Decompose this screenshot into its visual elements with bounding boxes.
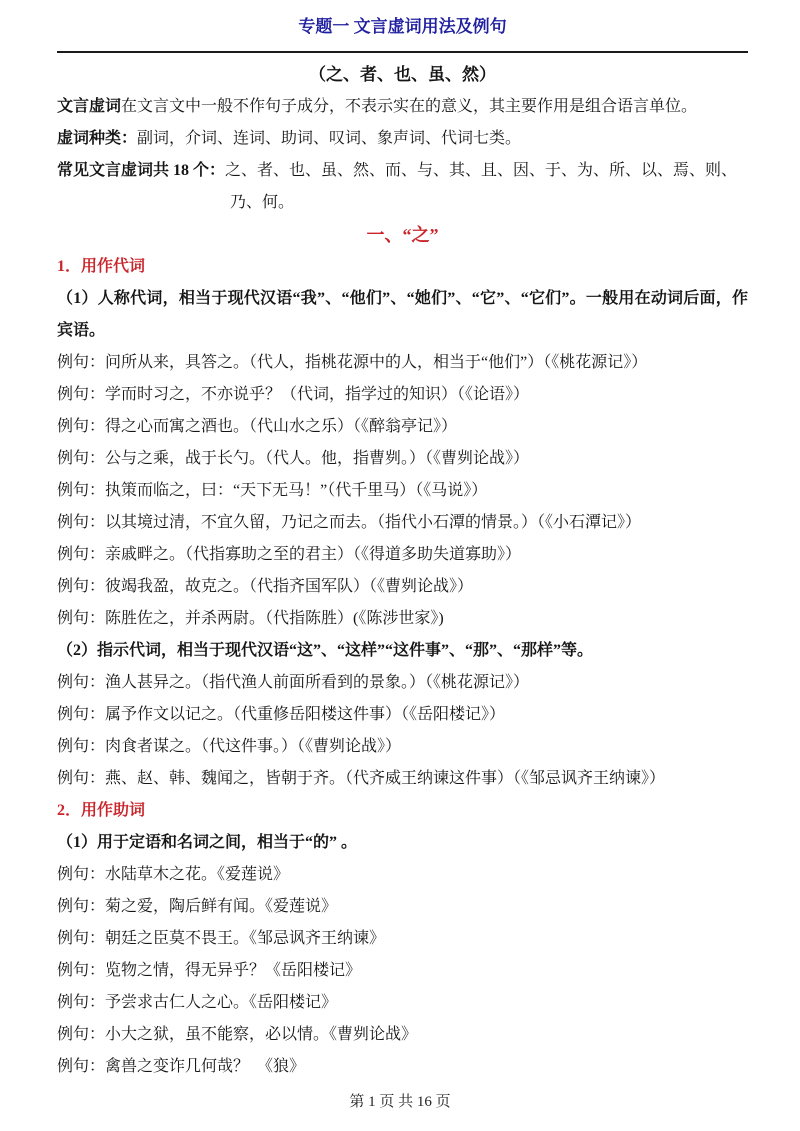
intro-common-words-label: 常见文言虚词共 18 个：: [57, 162, 226, 179]
intro-definition-term: 文言虚词: [57, 98, 122, 115]
intro-categories-rest: 副词，介词、连词、助词、叹词、象声词、代词七类。: [137, 130, 522, 147]
usage1-sub2-heading: （2）指示代词，相当于现代汉语“这”、“这样”“这件事”、“那”、“那样”等。: [57, 642, 594, 659]
doc-subtitle: （之、者、也、虽、然）: [309, 65, 496, 84]
example-line: 例句：肉食者谋之。（代这件事。）（《曹刿论战》）: [57, 738, 402, 755]
example-line: 例句：菊之爱，陶后鲜有闻。《爱莲说》: [57, 898, 338, 915]
example-line: 例句：亲戚畔之。（代指寡助之至的君主）（《得道多助失道寡助》）: [57, 546, 522, 563]
intro-common-words-list: 之、者、也、虽、然、而、与、其、且、因、于、为、所、以、焉、则、: [225, 162, 738, 179]
intro-common-words: [57, 155, 748, 187]
usage1-sub1-heading: （1）人称代词，相当于现代汉语“我”、“他们”、“她们”、“它”、“它们”。一般用在动词后面，作宾语。: [57, 290, 748, 339]
example-line: 例句：小大之狱，虽不能察，必以情。《曹刿论战》: [57, 1026, 418, 1043]
example-line: 例句：渔人甚异之。（指代渔人前面所看到的景象。）（《桃花源记》）: [57, 674, 530, 691]
example-line: 例句：学而时习之，不亦说乎？（代词，指学过的知识）（《论语》）: [57, 386, 530, 403]
example-line: 例句：以其境过清，不宜久留，乃记之而去。（指代小石潭的情景。）（《小石潭记》）: [57, 514, 642, 531]
intro-categories: [57, 123, 748, 155]
example-line: 例句：执策而临之，曰：“天下无马！”（代千里马）（《马说》）: [57, 482, 488, 499]
intro-definition-rest: 在文言文中一般不作句子成分，不表示实在的意义，其主要作用是组合语言单位。: [121, 98, 698, 115]
intro-definition: [57, 91, 748, 123]
intro-categories-label: 虚词种类：: [57, 130, 138, 147]
example-line: 例句：燕、赵、韩、魏闻之，皆朝于齐。（代齐威王纳谏这件事）（《邹忌讽齐王纳谏》）: [57, 770, 666, 787]
example-line: 例句：予尝求古仁人之心。《岳阳楼记》: [57, 994, 338, 1011]
example-line: 例句：属予作文以记之。（代重修岳阳楼这件事）（《岳阳楼记》）: [57, 706, 506, 723]
example-line: 例句：彼竭我盈，故克之。（代指齐国军队）（《曹刿论战》）: [57, 578, 474, 595]
usage1-heading: 1．用作代词: [57, 258, 146, 275]
usage2-sub1-heading: （1）用于定语和名词之间，相当于“的” 。: [57, 834, 358, 851]
doc-title: 专题一 文言虚词用法及例句: [298, 17, 507, 36]
example-line: 例句：公与之乘，战于长勺。（代人。他，指曹刿。）（《曹刿论战》）: [57, 450, 530, 467]
example-line: 例句：陈胜佐之，并杀两尉。（代指陈胜）(《陈涉世家》): [57, 610, 444, 627]
intro-common-words-continued: 乃、何。: [230, 194, 295, 211]
example-line: 例句：水陆草木之花。《爱莲说》: [57, 866, 290, 883]
usage2-heading: 2．用作助词: [57, 802, 146, 819]
example-line: 例句：禽兽之变诈几何哉？ 《狼》: [57, 1058, 306, 1075]
section-heading-zhi: 一、“之”: [366, 225, 439, 245]
example-line: 例句：问所从来，具答之。（代人，指桃花源中的人，相当于“他们”）（《桃花源记》）: [57, 354, 648, 371]
page-footer: 第 1 页 共 16 页: [349, 1094, 451, 1110]
header-divider: [57, 51, 748, 53]
example-line: 例句：朝廷之臣莫不畏王。《邹忌讽齐王纳谏》: [57, 930, 386, 947]
example-line: 例句：得之心而寓之酒也。（代山水之乐）（《醉翁亭记》）: [57, 418, 458, 435]
example-line: 例句：览物之情，得无异乎？《岳阳楼记》: [57, 962, 362, 979]
